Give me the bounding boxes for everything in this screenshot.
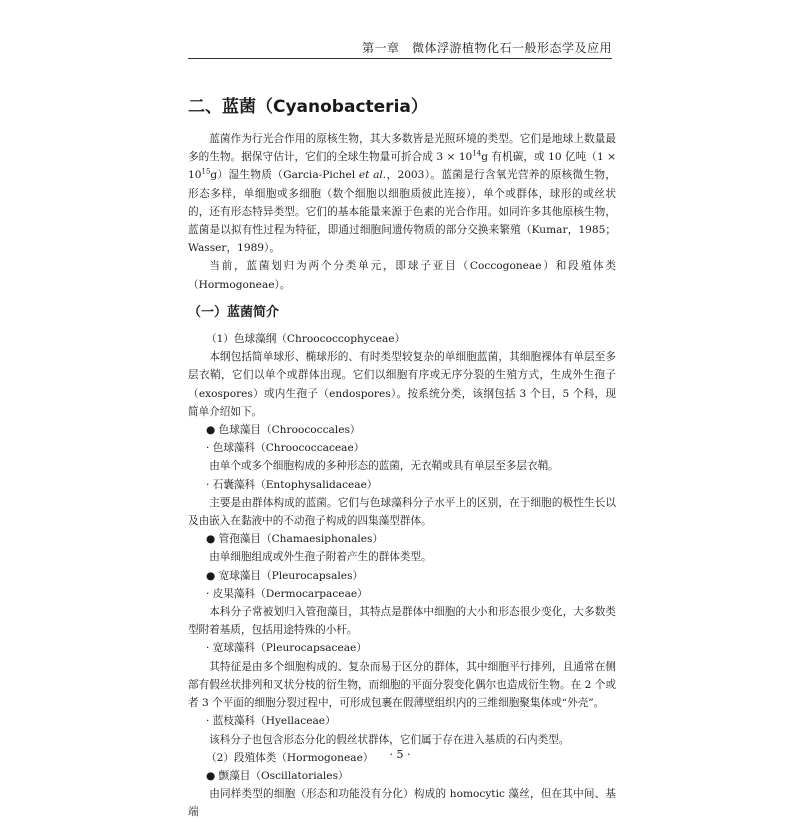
paragraph: 主要是由群体构成的蓝菌。它们与色球藻科分子水平上的区别，在于细胞的极性生长以及由嵌入在黏液中的不动孢子构成的四集藻型群体。 (188, 496, 616, 528)
intro-text-etal: et al. (358, 169, 387, 182)
exponent-14: 14 (472, 149, 482, 158)
paragraph: 由单个或多个细胞构成的多种形态的蓝菌，无衣鞘或具有单层至多层衣鞘。 (209, 460, 559, 473)
page-body (188, 130, 616, 822)
paragraph: 本纲包括简单球形、椭球形的、有时类型较复杂的单细胞蓝菌，其细胞裸体有单层至多层衣鞘，它们以单个或群体出现。它们以细胞有序或无序分裂的生殖方式，生成外生孢子（exospores）或内生孢子（endospores）。按系统分类，该纲包括 3 个目，5 个科，现简单介绍如下。 (188, 351, 616, 418)
header-rule (188, 58, 612, 59)
running-header: 第一章 微体浮游植物化石一般形态学及应用 (361, 41, 612, 55)
intro-text-c: g）湿生物质（Garcia-Pichel (210, 169, 359, 182)
paragraph: （2）段殖体类（Hormogoneae） (206, 751, 374, 764)
paragraph: · 宽球藻科（Pleurocapsaceae） (206, 642, 367, 655)
paragraph: 其特征是由多个细胞构成的、复杂而易于区分的群体，其中细胞平行排列，且通常在侧部有假丝状排列和叉状分枝的衍生物，而细胞的平面分裂变化偶尔也造成衍生物。在 2 个或者 3 个平面的细胞分裂过程中，可形成包裹在假薄壁组织内的三维细胞聚集体或“外壳”。 (188, 660, 616, 710)
paragraph: 由同样类型的细胞（形态和功能没有分化）构成的 homocytic 藻丝，但在其中间、基端 (188, 788, 616, 819)
paragraph: ● 颤藻目（Oscillatoriales） (206, 769, 349, 782)
paragraph: 本科分子常被划归入管孢藻目，其特点是群体中细胞的大小和形态很少变化，大多数类型附着基质，包括用途特殊的小杆。 (188, 606, 616, 637)
paragraph: 由单细胞组成或外生孢子附着产生的群体类型。 (209, 551, 432, 564)
paragraph: · 蓝枝藻科（Hyellaceae） (206, 715, 336, 728)
paragraph: （1）色球藻纲（Chroococcophyceae） (206, 333, 406, 346)
intro-text-b: g 有机碳，或 10 亿吨（1 × 10 (188, 151, 616, 182)
intro-text-a: 蓝菌作为行光合作用的原核生物，其大多数皆是光照环境的类型。它们是地球上数量最多的生物。据保守估计，它们的全球生物量可折合成 3 × 10 (188, 133, 616, 164)
page-number: · 5 · (389, 748, 411, 761)
exponent-15: 15 (201, 167, 211, 176)
subsection-title: （一）蓝菌简介 (188, 304, 280, 320)
paragraph: ● 管孢藻目（Chamaesiphonales） (206, 533, 384, 546)
section-title: 二、蓝菌（Cyanobacteria） (188, 97, 428, 117)
intro-paragraph-2: 当前，蓝菌划归为两个分类单元，即球子亚目（Coccogoneae）和段殖体类（Hormogoneae）。 (188, 260, 616, 291)
paragraph: 该科分子也包含形态分化的假丝状群体，它们属于存在进入基质的石内类型。 (209, 733, 570, 746)
paragraph: ● 色球藻目（Chroococcales） (206, 424, 361, 437)
paragraph: · 色球藻科（Chroococcaceae） (206, 442, 365, 455)
paragraph: · 石囊藻科（Entophysalidaceae） (206, 478, 378, 491)
paragraph: ● 宽球藻目（Pleurocapsales） (206, 569, 364, 582)
intro-paragraph-1 (188, 130, 616, 257)
paragraph: · 皮果藻科（Dermocarpaceae） (206, 587, 368, 600)
intro-text-d: ，2003）。蓝菌是行含氧光营养的原核微生物，形态多样，单细胞或多细胞（数个细胞以细胞质彼此连接），单个或群体，球形的或丝状的，还有形态特异类型。它们的基本能量来源于色素的光合作用。如同许多其他原核生物，蓝菌是以拟有性过程为特征，即通过细胞间遗传物质的部分交换来繁殖（Kumar，1985；Wasser，1989）。 (188, 169, 616, 255)
